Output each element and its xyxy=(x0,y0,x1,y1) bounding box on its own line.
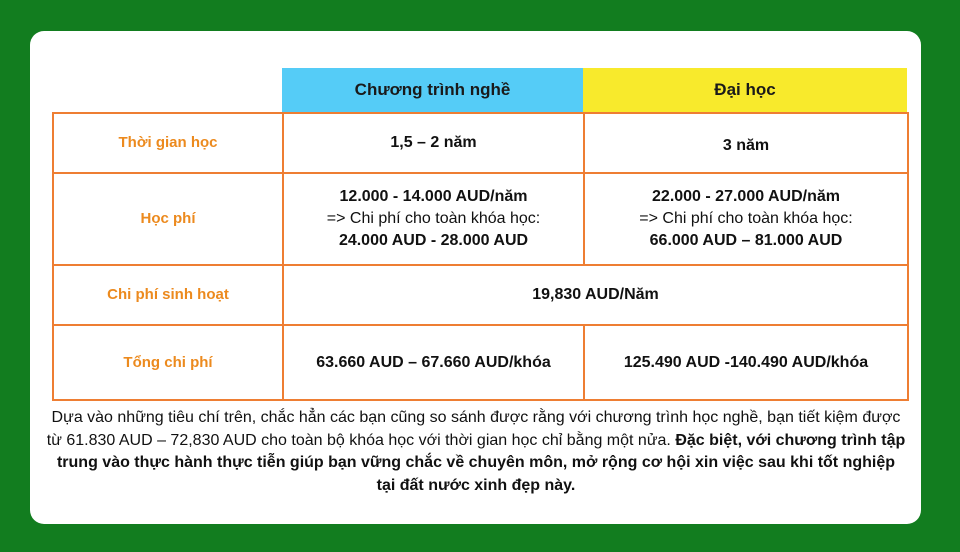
study-time-university: 3 năm xyxy=(722,137,770,154)
tuition-vocational-total: 24.000 AUD - 28.000 AUD xyxy=(338,232,529,249)
total-cost-label: Tổng chi phí xyxy=(123,353,213,371)
tuition-university-note: => Chi phí cho toàn khóa học: xyxy=(639,210,853,227)
tuition-vocational-annual: 12.000 - 14.000 AUD/năm xyxy=(339,188,528,205)
study-time-label: Thời gian học xyxy=(118,134,218,151)
university-header: Đại học xyxy=(583,68,907,112)
tuition-vocational-note: => Chi phí cho toàn khóa học: xyxy=(326,210,541,227)
tuition-university xyxy=(585,174,907,264)
table-border-right xyxy=(907,112,909,401)
summary-paragraph xyxy=(46,407,906,497)
study-time-vocational: 1,5 – 2 năm xyxy=(390,134,477,151)
living-cost-value: 19,830 AUD/Năm xyxy=(532,286,659,303)
tuition-vocational xyxy=(284,174,583,264)
tuition-university-total: 66.000 AUD – 81.000 AUD xyxy=(649,232,843,249)
tuition-label: Học phí xyxy=(140,210,196,227)
tuition-university-annual: 22.000 - 27.000 AUD/năm xyxy=(652,188,840,205)
summary-text: Dựa vào những tiêu chí trên, chắc hẳn các bạn cũng so sánh được rằng với chương trình học nghề, bạn tiết kiệm được từ 61.830 AUD – 72,830 AUD cho toàn bộ khóa học với thời gian học chỉ bằng một nửa. xyxy=(46,409,901,449)
total-cost-university: 125.490 AUD -140.490 AUD/khóa xyxy=(623,353,869,371)
total-cost-vocational: 63.660 AUD – 67.660 AUD/khóa xyxy=(316,353,551,371)
table-border-bottom xyxy=(52,399,909,401)
living-cost-label: Chi phí sinh hoạt xyxy=(107,286,229,303)
vocational-header: Chương trình nghề xyxy=(282,68,583,112)
summary-highlight: Đặc biệt, với chương trình tập trung vào thực hành thực tiễn giúp bạn vững chắc về chuyên môn, mở rộng cơ hội xin việc sau khi tốt nghiệp tại đất nước xinh đẹp này. xyxy=(56,431,906,494)
